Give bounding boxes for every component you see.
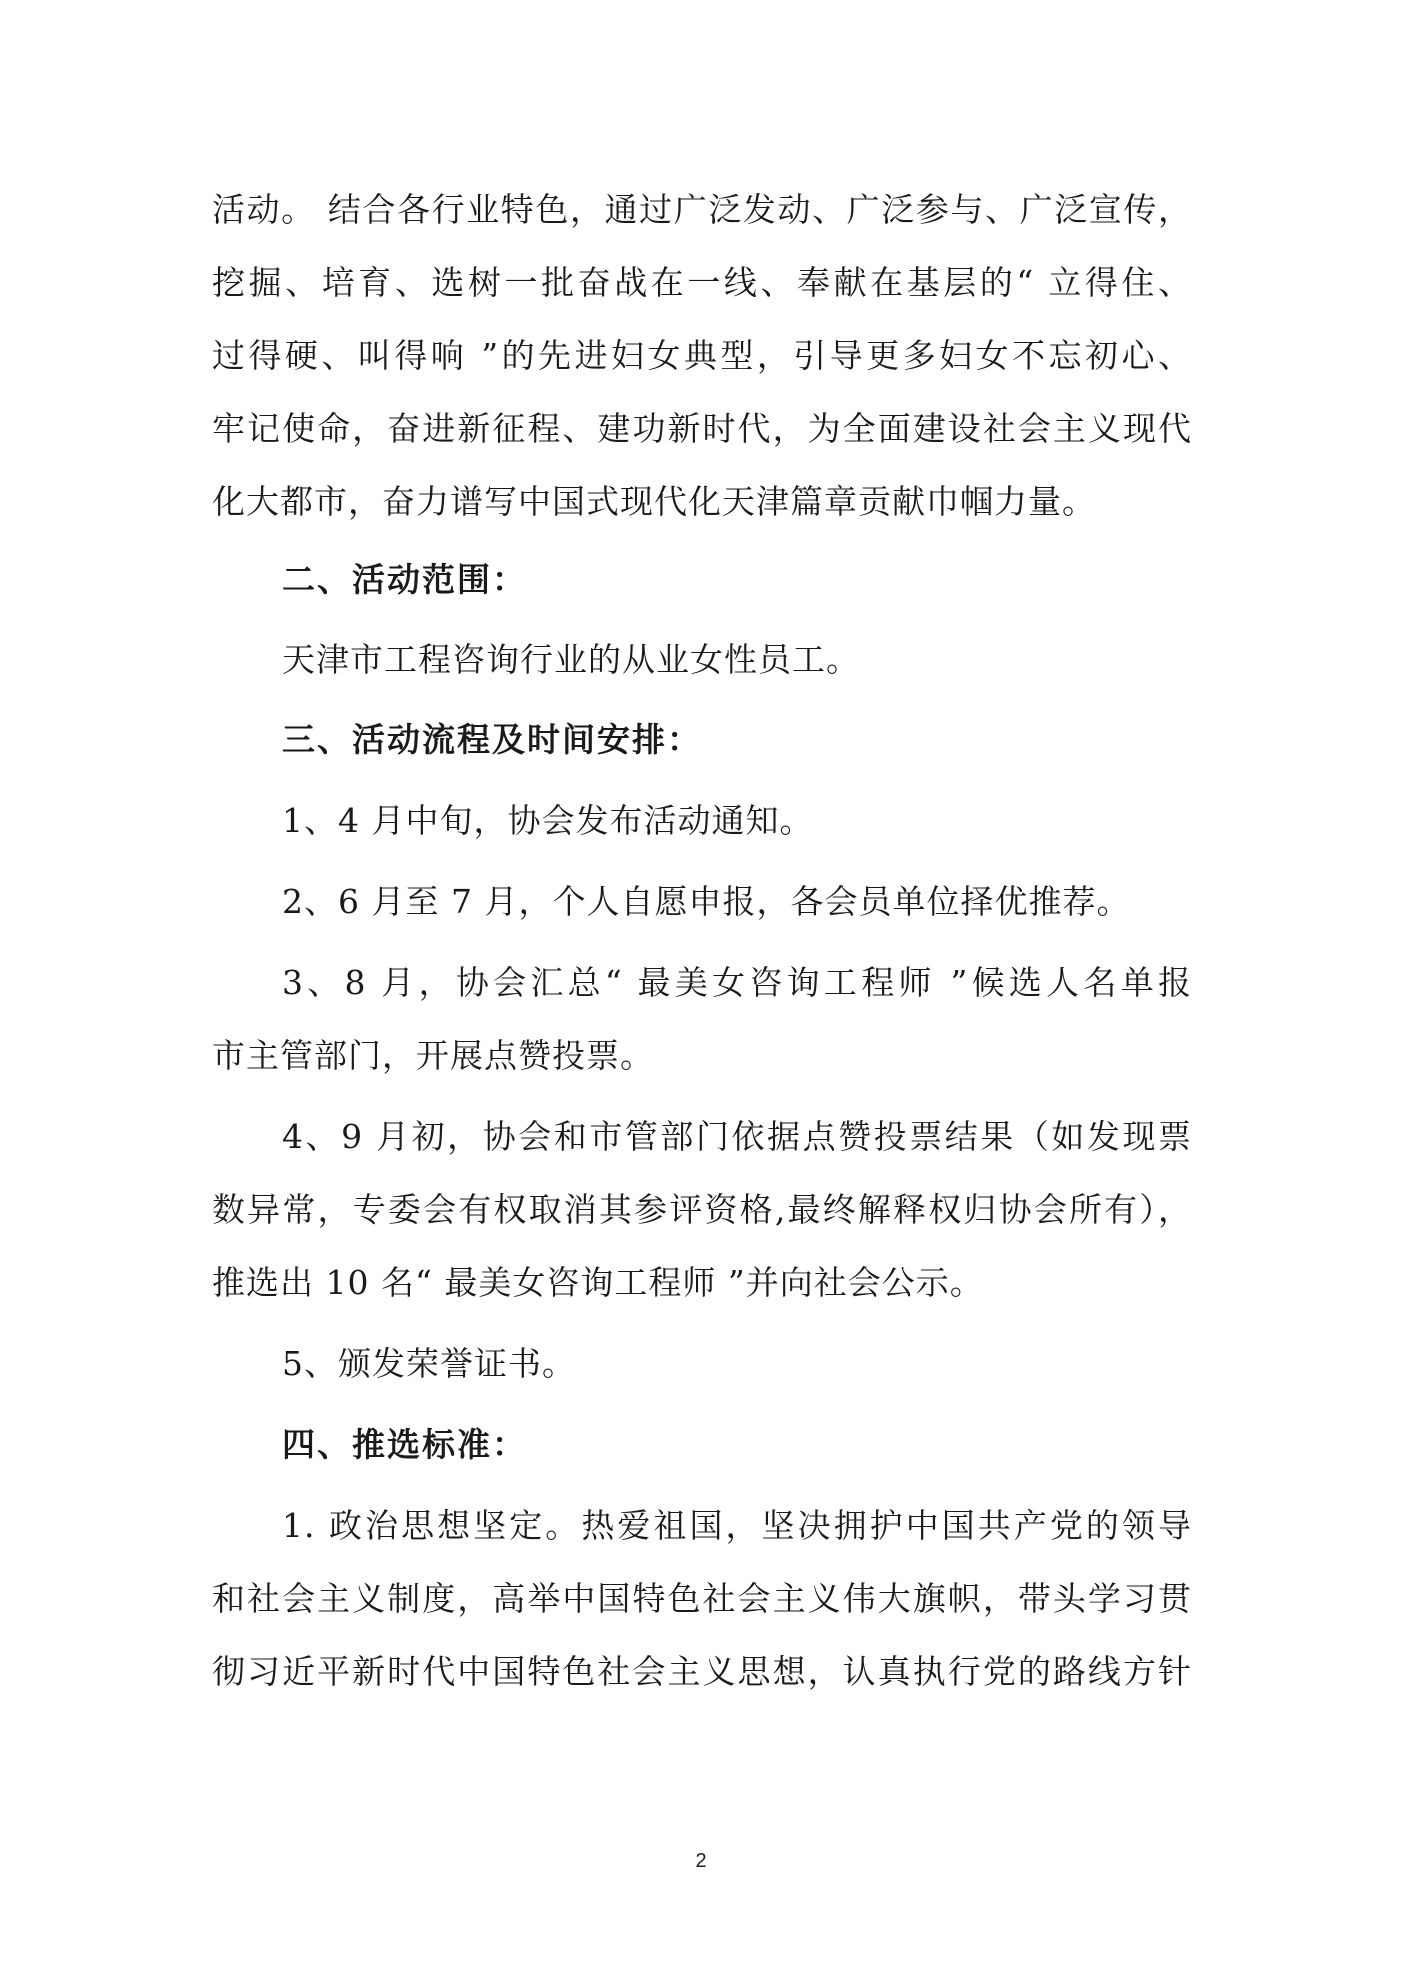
paragraph-line: 过得硬、叫得响 ”的先进妇女典型，引导更多妇女不忘初心、 xyxy=(212,336,1192,375)
section-heading-process: 三、活动流程及时间安排： xyxy=(282,720,702,759)
process-item-3-cont: 市主管部门，开展点赞投票。 xyxy=(212,1036,654,1075)
process-item-4: 4、9 月初，协会和市管部门依据点赞投票结果（如发现票 xyxy=(282,1117,1192,1156)
process-item-4-cont: 推选出 10 名“ 最美女咨询工程师 ”并向社会公示。 xyxy=(212,1263,984,1302)
criteria-item-1: 1. 政治思想坚定。热爱祖国，坚决拥护中国共产党的领导 xyxy=(282,1506,1192,1545)
paragraph-line: 活动。 结合各行业特色，通过广泛发动、广泛参与、广泛宣传， xyxy=(212,190,1192,229)
process-item-5: 5、颁发荣誉证书。 xyxy=(282,1344,576,1383)
paragraph-line: 挖掘、培育、选树一批奋战在一线、奉献在基层的“ 立得住、 xyxy=(212,263,1192,302)
criteria-item-1-cont: 彻习近平新时代中国特色社会主义思想，认真执行党的路线方针 xyxy=(212,1652,1192,1691)
criteria-item-1-cont: 和社会主义制度，高举中国特色社会主义伟大旗帜，带头学习贯 xyxy=(212,1579,1192,1618)
section-heading-criteria: 四、推选标准： xyxy=(282,1425,527,1464)
process-item-2: 2、6 月至 7 月，个人自愿申报，各会员单位择优推荐。 xyxy=(282,882,1131,921)
section-heading-scope: 二、活动范围： xyxy=(282,560,527,599)
scope-text: 天津市工程咨询行业的从业女性员工。 xyxy=(282,640,860,679)
page-number: 2 xyxy=(695,1850,707,1872)
paragraph-line: 化大都市，奋力谱写中国式现代化天津篇章贡献巾帼力量。 xyxy=(212,482,1096,521)
process-item-3: 3、8 月，协会汇总“ 最美女咨询工程师 ”候选人名单报 xyxy=(282,963,1192,1002)
process-item-4-cont: 数异常，专委会有权取消其参评资格,最终解释权归协会所有）， xyxy=(212,1190,1192,1229)
paragraph-line: 牢记使命，奋进新征程、建功新时代，为全面建设社会主义现代 xyxy=(212,409,1192,448)
process-item-1: 1、4 月中旬，协会发布活动通知。 xyxy=(282,801,814,840)
